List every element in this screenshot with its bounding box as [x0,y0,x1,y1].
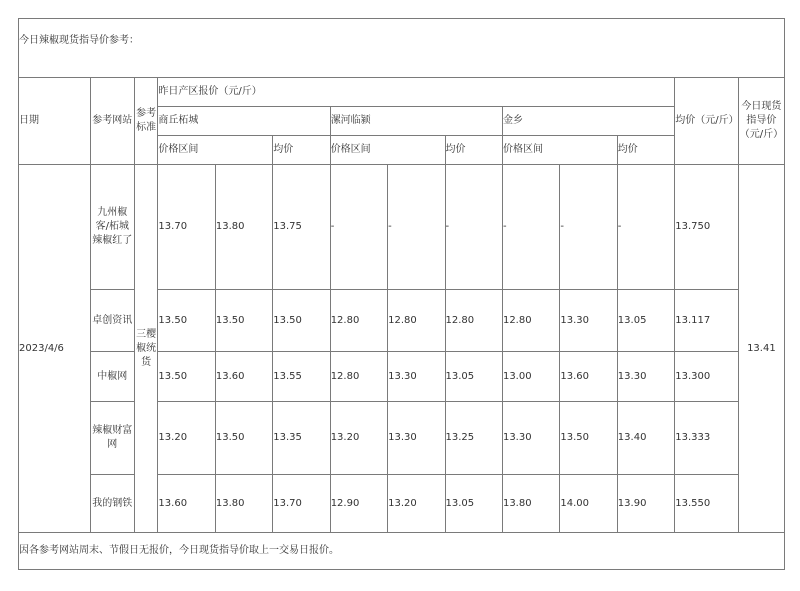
price-cell: 13.50 [158,352,215,402]
price-range-header: 价格区间 [502,136,617,165]
price-cell: 13.00 [502,352,559,402]
price-cell: - [445,165,502,290]
price-cell: 13.20 [330,402,387,475]
avg-cell: 13.750 [675,165,739,290]
table-row [19,402,785,475]
table-row [19,165,785,290]
price-cell: 13.30 [502,402,559,475]
price-cell: 13.35 [273,402,330,475]
price-cell: 13.50 [273,290,330,352]
price-cell: 13.80 [215,165,272,290]
price-cell: 13.05 [445,475,502,533]
price-cell: 13.50 [215,290,272,352]
table-row [19,290,785,352]
price-cell: 13.50 [158,290,215,352]
price-cell: 12.80 [502,290,559,352]
price-cell: 12.80 [388,290,445,352]
price-cell: 13.20 [388,475,445,533]
yesterday-origin-price-header: 昨日产区报价（元/斤） [158,78,675,107]
avg-cell: 13.117 [675,290,739,352]
price-cell: 13.80 [215,475,272,533]
site-cell: 中椒网 [90,352,134,402]
avg-price-header: 均价（元/斤） [675,78,739,165]
site-cell: 九州椒客/柘城辣椒红了 [90,165,134,290]
price-range-header: 价格区间 [158,136,273,165]
avg-cell: 13.550 [675,475,739,533]
standard-header: 参考标准 [134,78,158,165]
site-cell: 我的钢铁 [90,475,134,533]
avg-header: 均价 [617,136,674,165]
price-cell: 13.60 [215,352,272,402]
price-cell: - [388,165,445,290]
price-cell: 13.70 [158,165,215,290]
avg-cell: 13.333 [675,402,739,475]
price-table [18,18,785,570]
price-cell: - [330,165,387,290]
region-header-luohe: 漯河临颍 [330,107,502,136]
price-cell: 12.80 [330,352,387,402]
avg-header: 均价 [445,136,502,165]
today-price-header: 今日现货指导价（元/斤） [738,78,784,165]
price-cell: 13.30 [560,290,617,352]
price-cell: 13.80 [502,475,559,533]
price-cell: - [617,165,674,290]
price-cell: - [560,165,617,290]
price-cell: 13.30 [388,352,445,402]
price-cell: - [502,165,559,290]
price-sheet [18,18,785,570]
price-cell: 13.70 [273,475,330,533]
price-cell: 13.40 [617,402,674,475]
table-title: 今日辣椒现货指导价参考： [19,35,139,46]
price-cell: 13.30 [388,402,445,475]
avg-header: 均价 [273,136,330,165]
today-price-cell: 13.41 [738,165,784,533]
price-cell: 13.50 [215,402,272,475]
price-cell: 13.90 [617,475,674,533]
site-cell: 卓创资讯 [90,290,134,352]
footnote: 因各参考网站周末、节假日无报价，今日现货指导价取上一交易日报价。 [19,533,785,570]
price-cell: 13.60 [560,352,617,402]
standard-cell: 三樱椒统货 [134,165,158,533]
price-cell: 12.80 [445,290,502,352]
site-header: 参考网站 [90,78,134,165]
region-header-shangqiu: 商丘柘城 [158,107,330,136]
table-title-cell [19,19,785,78]
price-cell: 13.75 [273,165,330,290]
table-row [19,352,785,402]
price-cell: 13.50 [560,402,617,475]
price-range-header: 价格区间 [330,136,445,165]
price-cell: 14.00 [560,475,617,533]
price-cell: 13.05 [617,290,674,352]
avg-cell: 13.300 [675,352,739,402]
price-cell: 13.25 [445,402,502,475]
table-row [19,475,785,533]
date-cell: 2023/4/6 [19,165,91,533]
site-cell: 辣椒财富网 [90,402,134,475]
price-cell: 13.55 [273,352,330,402]
price-cell: 13.60 [158,475,215,533]
region-header-jinxiang: 金乡 [502,107,674,136]
date-header: 日期 [19,78,91,165]
price-cell: 13.05 [445,352,502,402]
price-cell: 13.30 [617,352,674,402]
price-cell: 12.90 [330,475,387,533]
price-cell: 12.80 [330,290,387,352]
price-cell: 13.20 [158,402,215,475]
